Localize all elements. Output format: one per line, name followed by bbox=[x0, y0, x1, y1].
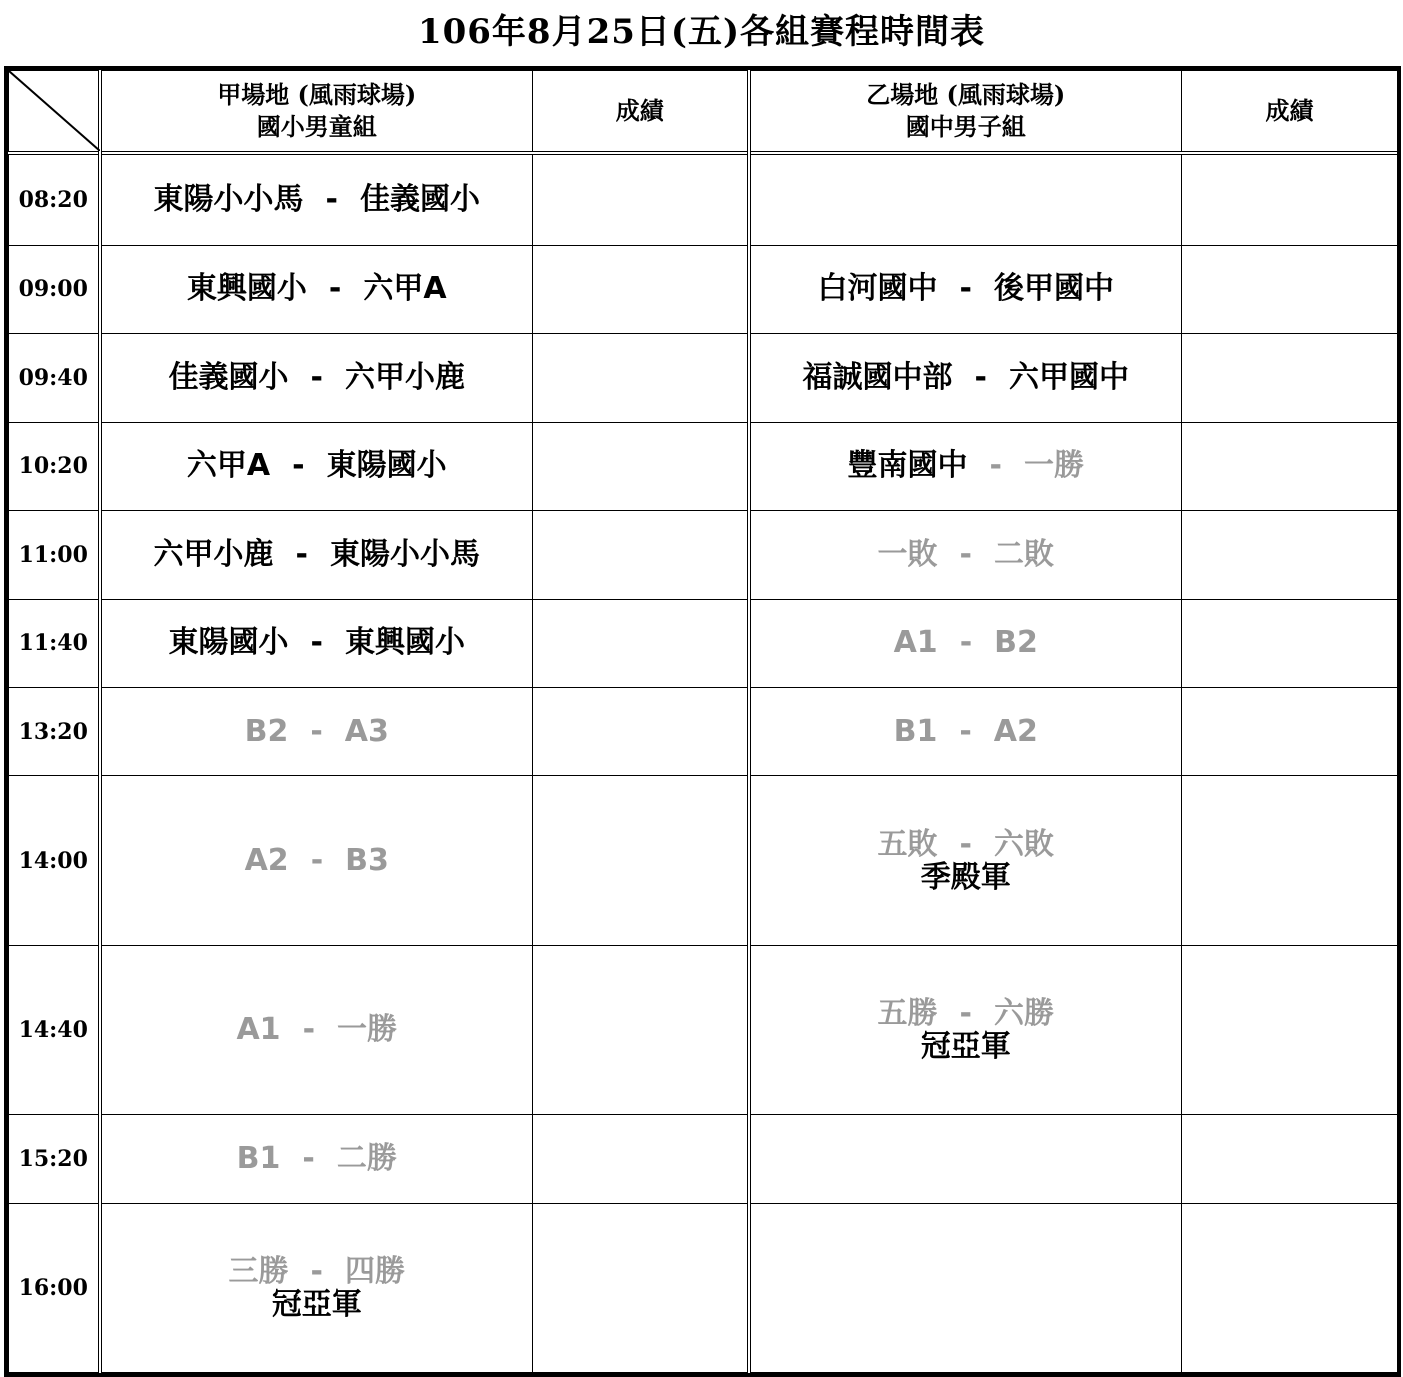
score-b-cell[interactable] bbox=[1182, 776, 1398, 945]
home-team: 東興國小 bbox=[186, 271, 307, 307]
venue-b-header bbox=[749, 71, 1182, 154]
home-team: 六甲A bbox=[186, 448, 271, 484]
matchup bbox=[751, 361, 1182, 395]
versus-dash: - bbox=[310, 713, 323, 749]
away-team: 東興國小 bbox=[344, 625, 465, 661]
home-team: 佳義國小 bbox=[168, 359, 289, 395]
versus-dash: - bbox=[310, 359, 323, 395]
away-team: 一勝 bbox=[337, 1011, 398, 1047]
table-row bbox=[9, 334, 1398, 422]
venue-b-match bbox=[749, 776, 1182, 945]
score-a-cell[interactable] bbox=[533, 776, 749, 945]
matchup bbox=[102, 1142, 533, 1176]
versus-dash: - bbox=[292, 448, 305, 484]
score-b-cell[interactable] bbox=[1182, 511, 1398, 599]
match-round-label: 冠亞軍 bbox=[271, 1286, 362, 1322]
home-team: A1 bbox=[236, 1011, 281, 1047]
away-team: 六甲小鹿 bbox=[344, 359, 465, 395]
away-team: 二敗 bbox=[993, 536, 1054, 572]
home-team: 五敗 bbox=[877, 826, 938, 862]
versus-dash: - bbox=[989, 448, 1002, 484]
home-team: B2 bbox=[244, 713, 289, 749]
away-team: 佳義國小 bbox=[359, 181, 480, 217]
diagonal-corner-cell bbox=[9, 71, 100, 154]
match-round-label: 季殿軍 bbox=[920, 859, 1011, 895]
versus-dash: - bbox=[302, 1011, 316, 1047]
versus-dash: - bbox=[959, 536, 972, 572]
schedule-table bbox=[8, 70, 1398, 1373]
away-team: A2 bbox=[993, 713, 1038, 749]
venue-a-match bbox=[100, 599, 533, 687]
away-team: 四勝 bbox=[344, 1253, 405, 1289]
score-b-cell[interactable] bbox=[1182, 1115, 1398, 1203]
schedule-sheet bbox=[4, 66, 1401, 1377]
away-team: 六甲A bbox=[363, 271, 447, 307]
away-team: B2 bbox=[994, 625, 1038, 661]
home-team: 白河國中 bbox=[817, 271, 938, 307]
table-row bbox=[9, 1203, 1398, 1372]
score-b-cell[interactable] bbox=[1182, 245, 1398, 333]
score-a-header: 成績 bbox=[533, 71, 749, 154]
matchup bbox=[102, 1255, 533, 1289]
matchup bbox=[751, 626, 1182, 660]
versus-dash: - bbox=[302, 1140, 315, 1176]
away-team: 六甲國中 bbox=[1008, 359, 1129, 395]
matchup bbox=[102, 626, 533, 660]
matchup bbox=[751, 1271, 1182, 1305]
venue-a-match bbox=[100, 688, 533, 776]
matchup bbox=[102, 183, 533, 217]
score-b-cell[interactable] bbox=[1182, 334, 1398, 422]
away-team: 二勝 bbox=[336, 1140, 397, 1176]
venue-a-match bbox=[100, 511, 533, 599]
venue-b-match bbox=[749, 511, 1182, 599]
table-row bbox=[9, 945, 1398, 1114]
versus-dash: - bbox=[959, 826, 972, 862]
time-slot: 14:00 bbox=[9, 776, 100, 945]
venue-b-match bbox=[749, 688, 1182, 776]
versus-dash: - bbox=[310, 842, 324, 878]
venue-a-match bbox=[100, 422, 533, 510]
time-slot: 11:40 bbox=[9, 599, 100, 687]
time-slot: 11:00 bbox=[9, 511, 100, 599]
time-slot: 14:40 bbox=[9, 945, 100, 1114]
versus-dash: - bbox=[328, 271, 342, 307]
versus-dash: - bbox=[974, 359, 987, 395]
venue-b-match bbox=[749, 945, 1182, 1114]
score-a-cell[interactable] bbox=[533, 334, 749, 422]
score-b-cell[interactable] bbox=[1182, 599, 1398, 687]
home-team: A2 bbox=[244, 842, 289, 878]
venue-b-match bbox=[749, 245, 1182, 333]
versus-dash bbox=[944, 182, 988, 217]
venue-b-match bbox=[749, 422, 1182, 510]
score-a-cell[interactable] bbox=[533, 153, 749, 245]
away-team: A3 bbox=[344, 713, 389, 749]
time-slot: 08:20 bbox=[9, 153, 100, 245]
score-a-cell[interactable] bbox=[533, 422, 749, 510]
venue-b-match bbox=[749, 334, 1182, 422]
matchup bbox=[102, 715, 533, 749]
score-a-cell[interactable] bbox=[533, 245, 749, 333]
home-team: B1 bbox=[236, 1140, 281, 1176]
table-row bbox=[9, 599, 1398, 687]
home-team: A1 bbox=[893, 625, 938, 661]
matchup bbox=[751, 715, 1182, 749]
matchup bbox=[102, 449, 533, 483]
venue-a-match bbox=[100, 1115, 533, 1203]
versus-dash: - bbox=[310, 625, 323, 661]
time-slot: 09:00 bbox=[9, 245, 100, 333]
versus-dash: - bbox=[959, 625, 973, 661]
venue-a-match bbox=[100, 245, 533, 333]
home-team: 三勝 bbox=[228, 1253, 289, 1289]
away-team: 後甲國中 bbox=[993, 271, 1114, 307]
home-team: B1 bbox=[893, 713, 938, 749]
header-row bbox=[9, 71, 1398, 154]
matchup bbox=[102, 844, 533, 878]
score-b-cell[interactable] bbox=[1182, 945, 1398, 1114]
venue-a-match bbox=[100, 334, 533, 422]
table-row bbox=[9, 1115, 1398, 1203]
venue-b-match bbox=[749, 1203, 1182, 1372]
diagonal-slash bbox=[9, 71, 100, 151]
versus-dash: - bbox=[959, 271, 972, 307]
versus-dash: - bbox=[310, 1253, 323, 1289]
score-a-cell[interactable] bbox=[533, 688, 749, 776]
matchup bbox=[102, 272, 533, 306]
versus-dash: - bbox=[959, 713, 972, 749]
venue-b-name: 乙場地 (風雨球場) bbox=[866, 80, 1066, 109]
score-b-cell[interactable] bbox=[1182, 1203, 1398, 1372]
score-a-cell[interactable] bbox=[533, 945, 749, 1114]
versus-dash bbox=[944, 1270, 988, 1305]
schedule-body bbox=[9, 153, 1398, 1373]
venue-b-match bbox=[749, 1115, 1182, 1203]
versus-dash: - bbox=[325, 181, 338, 217]
score-a-cell[interactable] bbox=[533, 1203, 749, 1372]
time-slot: 15:20 bbox=[9, 1115, 100, 1203]
matchup bbox=[751, 183, 1182, 217]
table-row bbox=[9, 245, 1398, 333]
matchup bbox=[751, 997, 1182, 1031]
home-team: 豐南國中 bbox=[847, 448, 968, 484]
venue-a-header bbox=[100, 71, 533, 154]
versus-dash: - bbox=[295, 536, 308, 572]
home-team: 福誠國中部 bbox=[802, 359, 953, 395]
score-b-cell[interactable] bbox=[1182, 422, 1398, 510]
matchup bbox=[102, 538, 533, 572]
matchup bbox=[751, 272, 1182, 306]
away-team: B3 bbox=[345, 842, 389, 878]
table-row bbox=[9, 776, 1398, 945]
away-team: 東陽小小馬 bbox=[329, 536, 480, 572]
venue-b-match bbox=[749, 599, 1182, 687]
match-round-label: 冠亞軍 bbox=[920, 1028, 1011, 1064]
venue-a-division: 國小男童組 bbox=[256, 112, 377, 141]
venue-b-match bbox=[749, 153, 1182, 245]
time-slot: 09:40 bbox=[9, 334, 100, 422]
home-team: 六甲小鹿 bbox=[153, 536, 274, 572]
home-team: 東陽國小 bbox=[168, 625, 289, 661]
venue-a-match bbox=[100, 153, 533, 245]
away-team: 六敗 bbox=[993, 826, 1054, 862]
score-a-cell[interactable] bbox=[533, 1115, 749, 1203]
table-row bbox=[9, 153, 1398, 245]
away-team: 六勝 bbox=[993, 995, 1054, 1031]
time-slot: 13:20 bbox=[9, 688, 100, 776]
venue-a-match bbox=[100, 945, 533, 1114]
table-row bbox=[9, 511, 1398, 599]
score-a-cell[interactable] bbox=[533, 599, 749, 687]
venue-a-match bbox=[100, 1203, 533, 1372]
table-row bbox=[9, 422, 1398, 510]
page-title: 106年8月25日(五)各組賽程時間表 bbox=[417, 12, 986, 52]
time-slot: 16:00 bbox=[9, 1203, 100, 1372]
versus-dash: - bbox=[959, 995, 972, 1031]
matchup bbox=[751, 1142, 1182, 1176]
matchup bbox=[102, 361, 533, 395]
score-b-header: 成績 bbox=[1182, 71, 1398, 154]
home-team: 五勝 bbox=[877, 995, 938, 1031]
table-row bbox=[9, 688, 1398, 776]
matchup bbox=[751, 538, 1182, 572]
matchup bbox=[751, 449, 1182, 483]
matchup bbox=[751, 828, 1182, 862]
venue-b-division: 國中男子組 bbox=[905, 112, 1026, 141]
away-team: 一勝 bbox=[1023, 448, 1084, 484]
home-team: 東陽小小馬 bbox=[153, 181, 304, 217]
time-slot: 10:20 bbox=[9, 422, 100, 510]
score-b-cell[interactable] bbox=[1182, 153, 1398, 245]
venue-a-match bbox=[100, 776, 533, 945]
home-team: 一敗 bbox=[877, 536, 938, 572]
score-a-cell[interactable] bbox=[533, 511, 749, 599]
matchup bbox=[102, 1013, 533, 1047]
venue-a-name: 甲場地 (風雨球場) bbox=[217, 80, 417, 109]
versus-dash bbox=[944, 1141, 988, 1176]
away-team: 東陽國小 bbox=[326, 448, 447, 484]
score-b-cell[interactable] bbox=[1182, 688, 1398, 776]
